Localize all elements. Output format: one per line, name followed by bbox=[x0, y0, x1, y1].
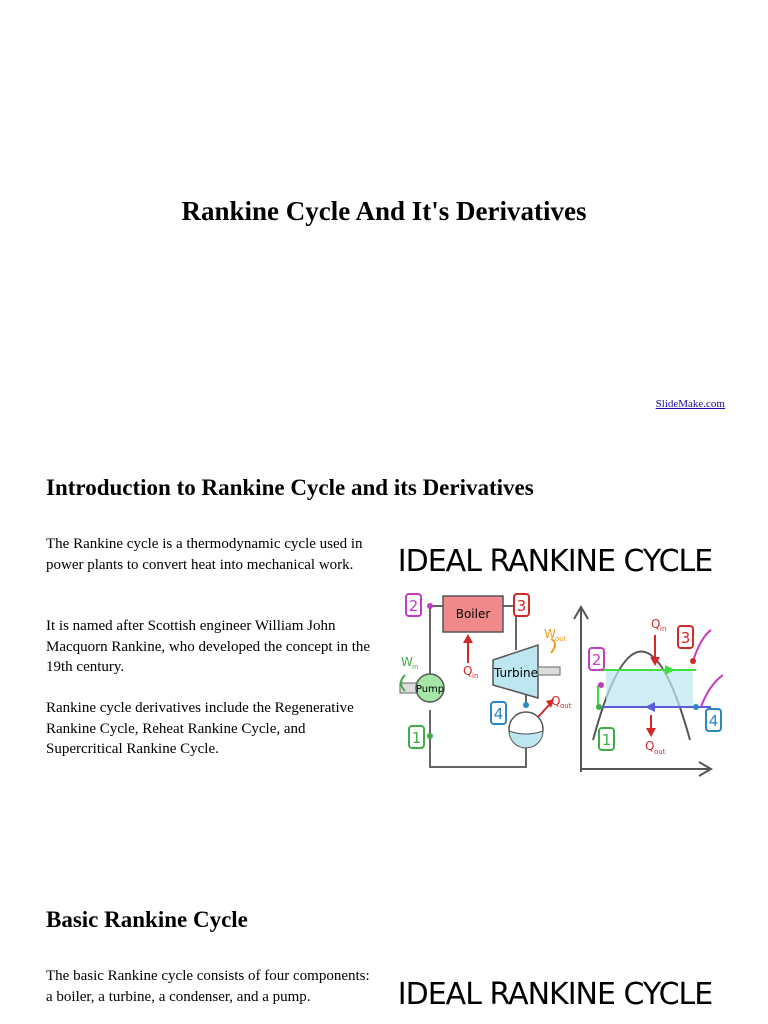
slidemake-credit-link[interactable]: SlideMake.com bbox=[655, 398, 725, 410]
intro-paragraph-3: Rankine cycle derivatives include the Regenerative Rankine Cycle, Reheat Rankine Cycle, and Supercritical Rankine Cycle. bbox=[46, 700, 354, 757]
ts-state-2-label: 2 bbox=[591, 651, 602, 669]
turbine-label: Turbine bbox=[494, 666, 538, 680]
boiler-label: Boiler bbox=[455, 607, 491, 621]
slide-title: Rankine Cycle And It's Derivatives bbox=[181, 196, 587, 226]
intro-heading: Introduction to Rankine Cycle and its Derivatives bbox=[46, 475, 534, 500]
state-3-label: 3 bbox=[516, 597, 527, 615]
ts-state-3-label: 3 bbox=[680, 629, 691, 647]
q-in-boiler-sub: in bbox=[472, 672, 479, 680]
intro-paragraph-1: The Rankine cycle is a thermodynamic cycle used in power plants to convert heat into mechanical work. bbox=[46, 536, 363, 573]
basic-cycle-paragraph: The basic Rankine cycle consists of four components: a boiler, a turbine, a condenser, and a pump. bbox=[46, 968, 370, 1005]
q-out-condenser-sub: out bbox=[560, 702, 572, 710]
q-out-condenser-label: Q bbox=[551, 694, 561, 708]
diagram-2-title: IDEAL RANKINE CYCLE bbox=[397, 977, 713, 1012]
q-out-ts-sub: out bbox=[654, 748, 666, 756]
w-out-sub: out bbox=[555, 635, 567, 643]
ideal-rankine-cycle-diagram bbox=[393, 535, 723, 790]
state-1-label: 1 bbox=[411, 729, 422, 747]
w-in-label: W bbox=[401, 655, 413, 669]
basic-cycle-heading: Basic Rankine Cycle bbox=[46, 907, 248, 932]
ts-state-1-label: 1 bbox=[601, 731, 612, 749]
w-out-label: W bbox=[544, 627, 556, 641]
state-2-label: 2 bbox=[408, 597, 419, 615]
q-in-ts-sub: in bbox=[660, 625, 667, 633]
q-in-ts-label: Q bbox=[651, 617, 661, 631]
intro-paragraph-2: It is named after Scottish engineer William John Macquorn Rankine, who developed the concept in the 19th century. bbox=[46, 618, 371, 675]
q-in-boiler-label: Q bbox=[463, 664, 473, 678]
ideal-rankine-cycle-diagram-2 bbox=[393, 968, 723, 1024]
state-4-label: 4 bbox=[493, 705, 504, 723]
diagram-title: IDEAL RANKINE CYCLE bbox=[397, 544, 713, 579]
w-in-sub: in bbox=[412, 663, 419, 671]
q-out-ts-label: Q bbox=[645, 739, 655, 753]
ts-state-4-label: 4 bbox=[708, 712, 719, 730]
pump-label: Pump bbox=[415, 684, 445, 695]
